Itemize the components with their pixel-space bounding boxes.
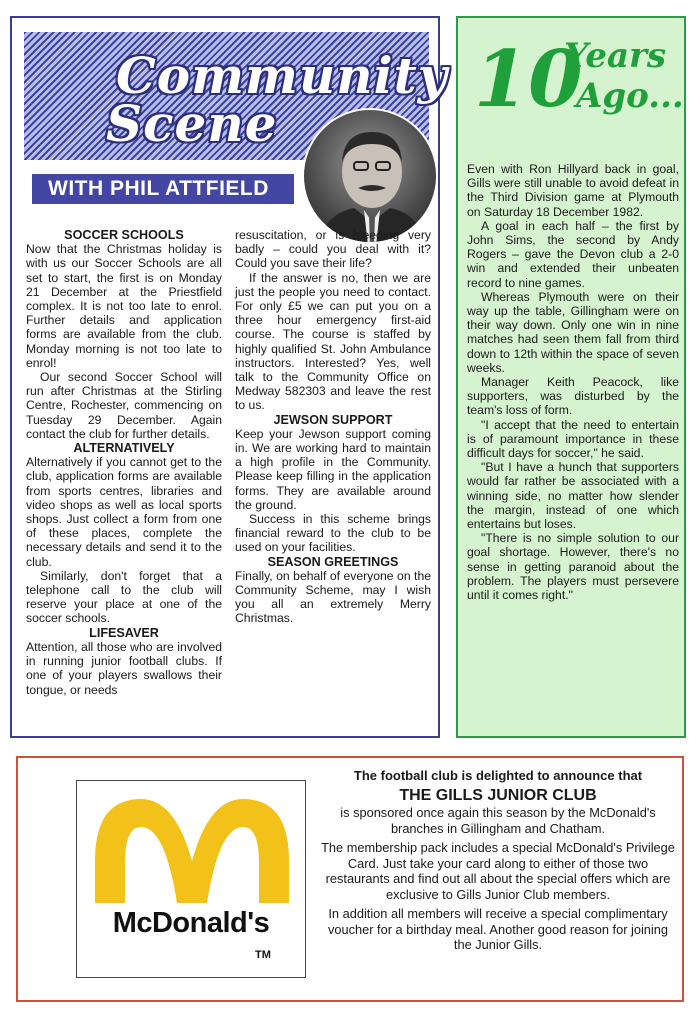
paragraph: Even with Ron Hillyard back in goal, Gills were still unable to avoid defeat in the Third Division game at Plymouth on Saturday 18 December 1982. bbox=[467, 162, 679, 219]
paragraph: Our second Soccer School will run after Christmas at the Stirling Centre, Rochester, commencing on Tuesday 29 December. Again contact the club for further details. bbox=[26, 370, 222, 441]
byline: WITH PHIL ATTFIELD bbox=[32, 174, 294, 204]
ten-years-word-years: Years bbox=[564, 36, 667, 76]
ten-years-article bbox=[467, 162, 679, 602]
paragraph: Finally, on behalf of everyone on the Community Scheme, may I wish you all an extremely Merry Christmas. bbox=[235, 568, 431, 626]
paragraph: A goal in each half – the first by John Sims, the second by Andy Rogers – gave the Devon club a 2-0 win and extended their unbeaten record to nine games. bbox=[467, 218, 679, 290]
section-heading: LIFESAVER bbox=[89, 625, 159, 640]
paragraph: Now that the Christmas holiday is with us our Soccer Schools are all set to start, the first is on Monday 21 December at the Priestfield complex. It is not too late to enrol. Further details and application forms are available from the club. Monday morning is not too late to enrol! bbox=[26, 242, 222, 370]
advert-lead: The football club is delighted to announce that bbox=[353, 768, 643, 783]
ten-years-ago-panel bbox=[456, 16, 686, 738]
mcdonalds-wordmark: McDonald's bbox=[87, 903, 295, 943]
paragraph: Attention, all those who are involved in running junior football clubs. If one of your players swallows their tongue, or needs bbox=[26, 639, 222, 697]
paragraph: resuscitation, or is bleeding very badly – could you deal with it? Could you save their life? bbox=[235, 228, 431, 271]
mcdonalds-logo bbox=[76, 780, 306, 978]
advert-paragraph-2: The membership pack includes a special McDonald's Privilege Card. Just take your card along to either of those two restaurants and find out all about the special offers which are exclusive to Gills Junior Club members. bbox=[321, 840, 675, 902]
community-left-column bbox=[26, 228, 222, 697]
paragraph: Alternatively if you cannot get to the club, application forms are available from sports centres, libraries and video shops as well as local sports shops. Just collect a form from one of these places, complete the necessary details and send it to the club. bbox=[26, 455, 222, 569]
section-heading: JEWSON SUPPORT bbox=[273, 412, 393, 427]
paragraph: "There is no simple solution to our goal shortage. However, there's no sense in getting paranoid about the problem. The players must persevere until it comes right." bbox=[467, 531, 679, 603]
paragraph: If the answer is no, then we are just the people you need to contact. For only £5 we can put you on a three hour emergency first-aid course. The course is staffed by highly qualified St. John Ambulance instructors. Interested? Yes, well talk to the Community Office on Medway 582303 and leave the rest to us. bbox=[235, 270, 431, 413]
section-heading: ALTERNATIVELY bbox=[73, 441, 175, 456]
trademark-mark: TM bbox=[255, 949, 271, 961]
section-heading: SEASON GREETINGS bbox=[267, 554, 399, 569]
ten-years-word-ago: Ago... bbox=[576, 76, 684, 116]
ten-years-number: 10 bbox=[474, 34, 583, 125]
paragraph: "I accept that the need to entertain is of paramount importance in these difficult days for soccer," he said. bbox=[467, 417, 679, 461]
paragraph: Success in this scheme brings financial reward to the club to be used on your facilities. bbox=[235, 512, 431, 555]
community-title: Community bbox=[116, 46, 448, 105]
paragraph: Similarly, don't forget that a telephone call to the club will reserve your place at one of the soccer schools. bbox=[26, 568, 222, 626]
mcdonalds-advert bbox=[16, 756, 684, 1002]
author-photo bbox=[302, 108, 438, 244]
paragraph: Keep your Jewson support coming in. We are working hard to maintain a high profile in the Community. Please keep filling in the application forms. They are available around the ground. bbox=[235, 426, 431, 512]
community-right-column bbox=[235, 228, 431, 626]
community-scene-panel bbox=[10, 16, 448, 738]
section-heading: SOCCER SCHOOLS bbox=[64, 228, 184, 242]
advert-paragraph-3: In addition all members will receive a special complimentary voucher for a birthday meal. Another good reason for joining the Junior Gills. bbox=[327, 906, 669, 952]
scene-title: Scene bbox=[106, 94, 278, 153]
advert-text bbox=[318, 768, 678, 957]
paragraph: Whereas Plymouth were on their way up the table, Gillingham were on their way down. Only one win in nine matches had seen them fall from third down to 12th within the space of seven weeks. bbox=[467, 289, 679, 375]
club-name: THE GILLS JUNIOR CLUB bbox=[399, 786, 597, 804]
paragraph: Manager Keith Peacock, like supporters, was disturbed by the team's loss of form. bbox=[467, 375, 679, 418]
advert-paragraph-1: is sponsored once again this season by the McDonald's branches in Gillingham and Chatham. bbox=[340, 805, 656, 836]
paragraph: "But I have a hunch that supporters would far rather be associated with a winning side, no matter how slender the margin, instead of one which entertains but loses. bbox=[467, 460, 679, 532]
